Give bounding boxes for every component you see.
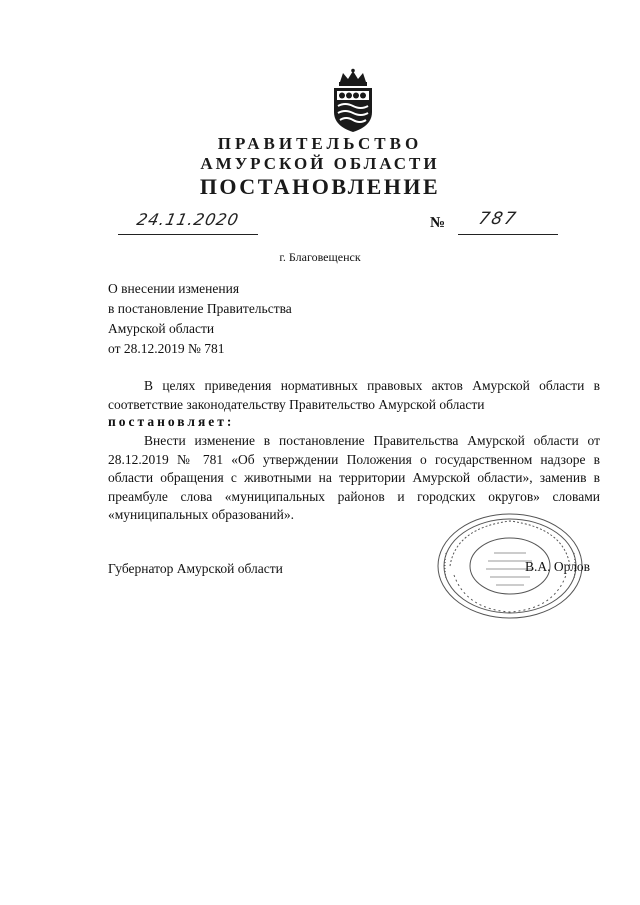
subject-line: от 28.12.2019 № 781 — [108, 341, 225, 356]
signatory-position: Губернатор Амурской области — [108, 561, 283, 576]
handwritten-date: 24.11.2020 — [135, 210, 241, 229]
number-sign: № — [430, 215, 446, 231]
intro-paragraph: В целях приведения нормативных правовых актов Амурской области в соответствие законодательству Правительство Амурской области — [108, 378, 600, 412]
decree-word: постановляет: — [108, 414, 235, 429]
subject-line: О внесении изменения — [108, 281, 240, 296]
city: г. Благовещенск — [279, 250, 361, 264]
coat-of-arms-icon — [328, 68, 378, 134]
document-subject — [108, 279, 292, 359]
signatory-name: В.А. Орлов — [525, 559, 591, 574]
government-title: ПРАВИТЕЛЬСТВО — [217, 134, 423, 153]
subject-line: Амурской области — [108, 321, 215, 336]
subject-line: в постановление Правительства — [108, 301, 292, 316]
date-field — [118, 210, 258, 235]
region-title: АМУРСКОЙ ОБЛАСТИ — [200, 154, 440, 173]
handwritten-number: 787 — [476, 209, 520, 229]
clause-paragraph: Внести изменение в постановление Правительства Амурской области от 28.12.2019 № 781 «Об утверждении Положения о государственном надзоре в области обращения с животными на территории Амурской области», заменив в преамбуле слова «муниципальных районов и городских округов» словами «муниципальных образований». — [108, 433, 600, 522]
document-type: ПОСТАНОВЛЕНИЕ — [199, 174, 441, 199]
number-field — [458, 209, 558, 235]
